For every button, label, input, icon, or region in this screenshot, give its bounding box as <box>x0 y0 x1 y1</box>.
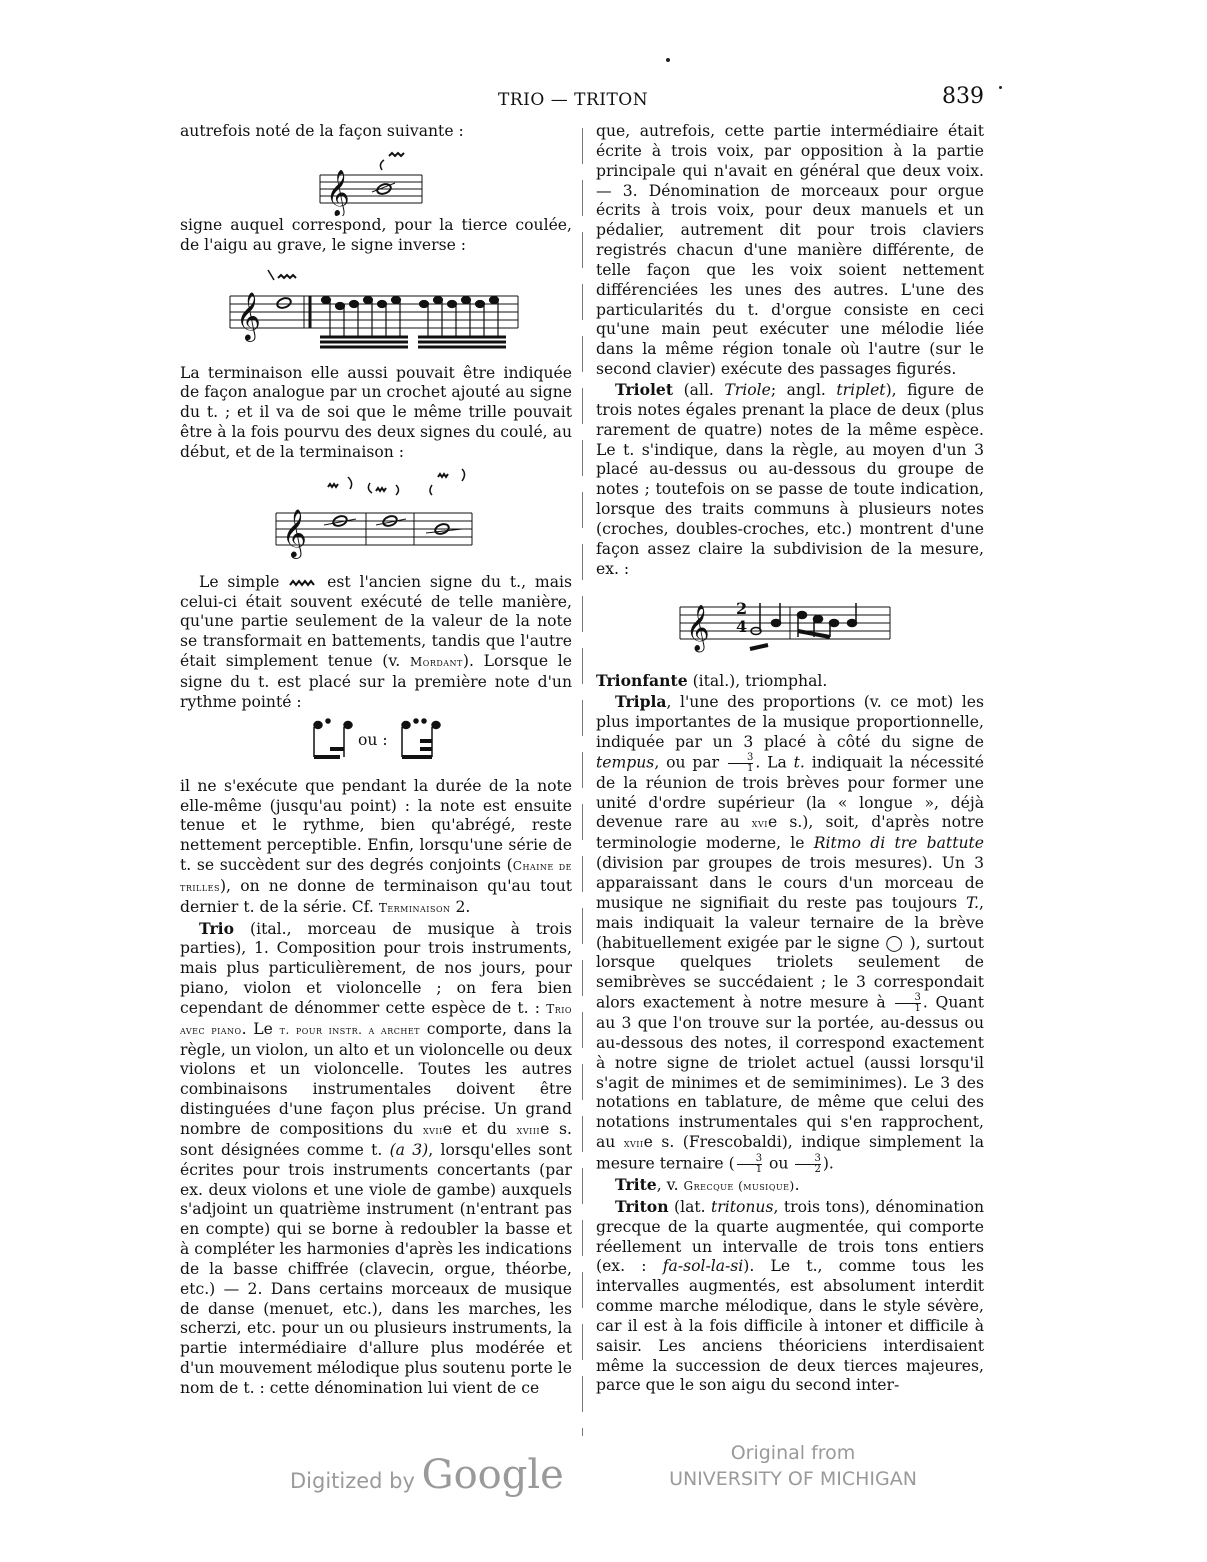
paragraph <box>180 777 572 919</box>
cross-reference[interactable]: Chaine de trilles <box>180 859 572 894</box>
text-run: e et du <box>442 1120 507 1138</box>
fraction-denominator: 2 <box>795 1164 820 1175</box>
text-run: , trois tons), dénomination grecque de la quarte augmentée, qui comporte réellement un intervalle de trois tons entiers (ex. : <box>596 1197 984 1276</box>
paragraph <box>180 573 572 713</box>
cross-reference[interactable]: t. pour instr. a archet <box>279 1022 420 1037</box>
university-name: UNIVERSITY OF MICHIGAN <box>669 1468 917 1490</box>
fraction-denominator: 1 <box>728 763 753 774</box>
text-run: ). Le t., comme tous les intervalles augmentés, est absolument interdit comme marche mélodique, dans le style sévère, car il est à la fois difficile à intoner et difficile à saisir. Les anciens théoriciens interdisaient même la succession de deux tierces majeures, parce que le son aigu du second inter- <box>596 1257 984 1395</box>
text-run: Le simple <box>199 572 280 591</box>
column-divider <box>582 128 583 1436</box>
entry-trionfante <box>596 671 984 692</box>
text-run: est l'ancien signe du t., mais celui-ci était souvent exécuté de telle manière, qu'une partie seulement de la valeur de la note se transformait en battements, tandis que l'autre était simplement tenue (v. <box>180 572 572 671</box>
fraction-numerator: 3 <box>755 1152 763 1164</box>
running-title: TRIO — TRITON <box>498 90 649 110</box>
page-header <box>0 84 1207 114</box>
text-run: (ital.), triomphal. <box>692 672 828 691</box>
italic-run: t. <box>793 753 805 772</box>
music-example-triplet <box>596 579 984 671</box>
entry-trite <box>596 1175 984 1197</box>
cross-reference[interactable]: Terminaison <box>378 900 451 915</box>
text-run: e s. (Frescobaldi), indique simplement la mesure ternaire ( <box>596 1133 984 1173</box>
trill-sign-icon <box>288 578 318 588</box>
music-example-termination <box>180 463 572 573</box>
century-numeral: xvi <box>751 816 768 831</box>
rhythm-or-label: ou : <box>358 730 388 749</box>
text-run: il ne s'exécute que pendant la durée de la note elle-même (jusqu'au point) : la note est ensuite tenue et le rythme, bien qu'abrégé, reste nettement perceptible. Enfin, lorsqu'une série de t. se succèdent sur des degrés conjoints ( <box>180 776 572 875</box>
text-run: (division par groupes de trois mesures). Un 3 apparaissant dans le cours d'un morceau de musique ne signifiait du reste pas toujours <box>596 854 984 912</box>
text-run: , l'une des proportions (v. ce mot) les plus importantes de la musique proportionnelle, indiquée par un 3 placé à côté du signe de <box>596 693 984 751</box>
text-run: . La <box>755 753 787 772</box>
fraction-denominator: 1 <box>895 1003 920 1014</box>
entry-term: Tripla <box>615 692 667 712</box>
entry-term: Trio <box>199 918 235 938</box>
fraction <box>728 753 753 774</box>
century-numeral: xvii <box>422 1123 443 1137</box>
cross-reference[interactable]: Grecque (musique) <box>683 1178 795 1193</box>
text-run: , ou par <box>654 753 720 772</box>
print-speck <box>666 58 670 62</box>
text-run: ou <box>769 1154 789 1173</box>
paragraph: signe auquel correspond, pour la tierce coulée, de l'aigu au grave, le signe inverse : <box>180 215 572 254</box>
digitization-footer <box>0 1440 1207 1500</box>
time-signature-top: 2 <box>736 599 748 619</box>
music-example-trill-sign <box>180 142 572 216</box>
digitized-prefix: Digitized by <box>290 1469 415 1493</box>
entry-triolet <box>596 380 984 579</box>
svg-text:𝄞: 𝄞 <box>326 169 350 216</box>
entry-trio <box>180 919 572 1399</box>
fraction <box>795 1154 820 1175</box>
italic-run: fa-sol-la-si <box>662 1257 744 1276</box>
fraction <box>737 1154 762 1175</box>
right-column <box>596 122 984 1396</box>
svg-text:𝄞: 𝄞 <box>236 290 261 340</box>
text-run: , lorsqu'elles sont écrites pour trois instruments concertants (par ex. deux violons et une viole de gambe) auxquels s'adjoint un quatrième instrument (n'entrant pas en compte) qui se borne à redoubler la basse et à compléter les harmonies d'après les indications de la basse chiffrée (clavecin, orgue, théorbe, etc.) — 2. Dans certains morceaux de musique de danse (menuet, etc.), dans les marches, les scherzi, etc. pour un ou plusieurs instruments, la partie intermédiaire d'allure plus modérée et d'un mouvement mélodique plus soutenu porte le nom de t. : cette dénomination lui vient de ce <box>180 1140 572 1397</box>
paragraph: autrefois noté de la façon suivante : <box>180 122 464 140</box>
text-run: ). <box>822 1154 834 1173</box>
entry-term: Trite <box>615 1174 657 1194</box>
original-source-mark <box>668 1440 918 1492</box>
italic-run: tritonus <box>711 1197 774 1216</box>
print-speck <box>999 86 1002 89</box>
fraction-denominator: 1 <box>737 1164 762 1175</box>
italic-run: (a 3) <box>389 1140 429 1159</box>
text-run: e s. sont désignées comme t. <box>180 1120 572 1159</box>
digitized-by-mark <box>290 1452 564 1498</box>
text-run: e s.), soit, d'après notre terminologie moderne, le <box>596 813 984 853</box>
text-run: . Le <box>241 1019 273 1038</box>
google-wordmark: Google <box>421 1452 564 1498</box>
text-run: ; angl. <box>770 380 826 399</box>
original-from-label: Original from <box>730 1442 856 1464</box>
triplet-staff <box>596 579 984 671</box>
entry-term: Triton <box>615 1196 669 1216</box>
text-run: (ital., morceau de musique à trois parties), 1. Composition pour trois instruments, mais plus particulièrement, de nos jours, pour piano, violon et violoncelle ; on fera bien cependant de dénommer cette espèce de t. : <box>180 919 572 1017</box>
text-run: indiquait la nécessité de la réunion de trois brèves pour former une unité d'ordre supérieur (la « longue », déjà devenue rare au <box>596 753 984 832</box>
text-run: (lat. <box>674 1197 706 1216</box>
text-run: . Quant au 3 que l'on trouve sur la portée, au-dessus ou au-dessous des notes, il correspond exactement à notre signe de triolet actuel (aussi lorsqu'il s'agit de minimes et de semiminimes). Le 3 des notations en tablature, de même que celui des notations instrumentales qui s'en rapprochent, au <box>596 993 984 1152</box>
italic-run: Triole <box>724 380 771 399</box>
svg-text:𝄞: 𝄞 <box>282 507 307 557</box>
italic-run: tempus <box>596 753 655 772</box>
cross-reference[interactable]: Trio avec piano <box>180 1001 572 1037</box>
time-signature-bottom: 4 <box>736 617 748 637</box>
text-run: , mais indiquait la valeur ternaire de la brève (habituellement exigée par le signe ◯ ), surtout lorsque quelques triolets seulement de semibrèves se succédaient ; le 3 correspondait alors exactement à notre mesure à <box>596 893 984 1012</box>
text-run: ), on ne donne de terminaison qu'au tout dernier t. de la série. Cf. <box>180 876 572 916</box>
left-column <box>180 122 572 1399</box>
svg-text:𝄞: 𝄞 <box>686 605 710 652</box>
music-example-inverse-sign <box>180 256 572 364</box>
italic-run: triplet <box>836 380 886 399</box>
entry-tripla <box>596 692 984 1175</box>
fraction-numerator: 3 <box>746 751 754 763</box>
century-numeral: xvii <box>623 1136 644 1151</box>
music-example-dotted-rhythm <box>180 713 572 777</box>
italic-run: Ritmo di tre battute <box>813 834 984 853</box>
fraction-numerator: 3 <box>914 992 921 1004</box>
entry-term: Trionfante <box>596 671 688 691</box>
entry-term: Triolet <box>615 379 674 399</box>
paragraph: que, autrefois, cette partie intermédiaire était écrite à trois voix, par opposition à la partie principale qui n'avait en général que deux voix. — 3. Dénomination de morceaux pour orgue écrits à trois voix, pour deux manuels et un pédalier, autrement dit pour trois claviers registrés chacun d'une manière différente, de telle façon que les voix soient nettement différenciées les unes des autres. L'une des particularités du t. d'orgue consiste en ceci qu'une main peut exécuter une mélodie liée dans la même région tonale où l'autre (sur le second clavier) exécute des passages figurés. <box>596 122 984 379</box>
entry-triton <box>596 1197 984 1396</box>
text-run: , v. <box>656 1175 679 1194</box>
century-numeral: xviii <box>516 1123 541 1137</box>
page-number: 839 <box>942 84 984 109</box>
text-run: . <box>794 1175 800 1194</box>
text-run: (all. <box>683 380 714 399</box>
text-run: 2. <box>455 897 471 916</box>
fraction <box>895 993 920 1014</box>
cross-reference[interactable]: Mordant <box>409 655 463 670</box>
italic-run: T. <box>965 893 980 912</box>
text-run: ). Lorsque le signe du t. est placé sur la première note d'un rythme pointé : <box>180 652 572 711</box>
fraction-numerator: 3 <box>814 1152 821 1164</box>
text-run: ), figure de trois notes égales prenant la place de deux (plus rarement de quatre) notes de la même espèce. Le t. s'indique, dans la règle, au moyen d'un 3 placé au-dessus ou au-dessous du groupe de notes ; toutefois on se passe de toute indication, lorsque des traits communs à plusieurs notes (croches, doubles-croches, etc.) montrent d'une façon assez claire la subdivision de la mesure, ex. : <box>596 380 984 578</box>
paragraph: La terminaison elle aussi pouvait être indiquée de façon analogue par un crochet ajouté au signe du t. ; et il va de soi que le même trille pouvait être à la fois pourvu des deux signes du coulé, au début, et de la terminaison : <box>180 363 572 461</box>
text-run: comporte, dans la règle, un violon, un alto et un violoncelle ou deux violons et un violoncelle. Toutes les autres combinaisons instrumentales doivent être distinguées d'une façon plus précise. Un grand nombre de compositions du <box>180 1019 572 1138</box>
